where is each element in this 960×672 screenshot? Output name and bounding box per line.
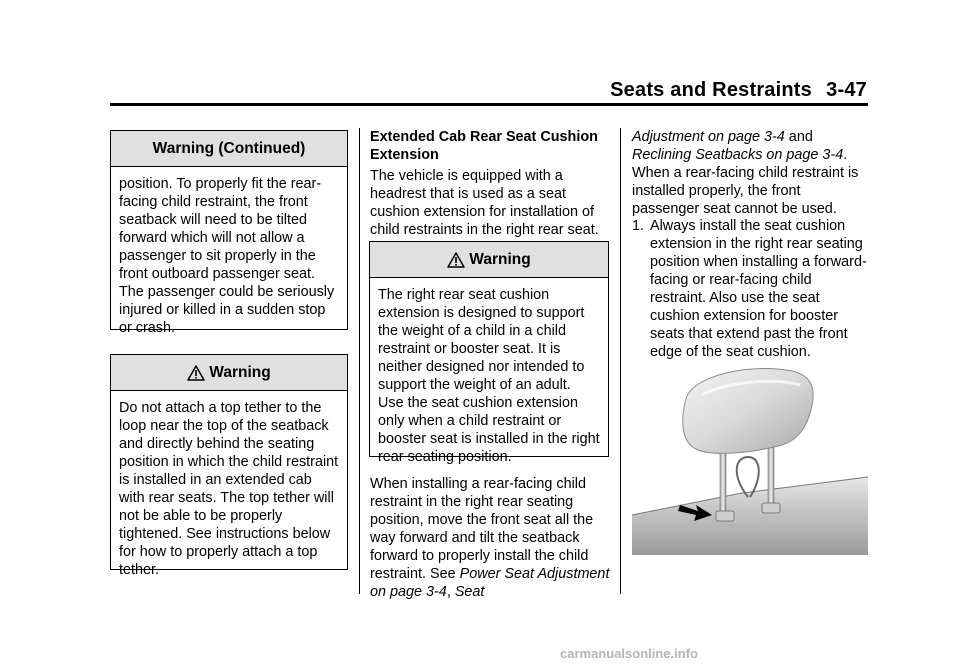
- headrest-illustration-svg: [632, 365, 868, 555]
- installation-text: When installing a rear-facing child restraint in the right rear seating position, move the front seat all the way forward and tilt the seatback forward to properly install the child restraint. See: [370, 476, 594, 582]
- warning-continued-box: [110, 130, 348, 336]
- page-number: 3-47: [826, 79, 867, 101]
- warning-cushion-body: The right rear seat cushion extension is designed to support the weight of a child in a child restraint or booster seat. It is neither designed nor intended to support the weight of an adult. Use the seat cushion extension only when a child restraint or booster seat is installed in the right rear seating position.: [378, 287, 600, 465]
- warning-top-tether-box: [110, 354, 348, 578]
- warning-top-tether-header: [111, 355, 347, 391]
- list-item-number: 1.: [632, 218, 645, 234]
- reference-separator: ,: [446, 584, 455, 600]
- warning-continued-title: Warning (Continued): [111, 131, 347, 167]
- warning-continued-body: position. To properly fit the rear-facing child restraint, the front seatback will need to be tilted forward which will not allow a passenger to sit properly in the front outboard passenger seat. The passenger could be seriously injured or killed in a sudden stop or crash.: [119, 176, 335, 336]
- warning-top-tether-title: Warning: [209, 363, 271, 381]
- installation-paragraph: [370, 475, 610, 601]
- list-item-text: Always install the seat cushion extension in the right rear seating position when installing a forward-facing or rear-facing child restraint. Also use the seat cushion extension for booster seats that extend past the front edge of the seat cushion.: [650, 218, 867, 360]
- header-section-title: Seats and Restraints: [610, 79, 812, 101]
- section-heading: Extended Cab Rear Seat Cushion Extension: [370, 129, 598, 163]
- link-power-seat-adjustment[interactable]: Power Seat Adjustment on page 3-4: [370, 566, 610, 600]
- warning-top-tether-body: Do not attach a top tether to the loop near the top of the seatback and directly behind the seating position in which the child restraint is installed in an extended cab with rear seats. The top tether will not be able to be properly tightened. See instructions below for how to properly attach a top tether.: [119, 400, 339, 578]
- and-text: and: [784, 129, 813, 145]
- header-rule: [110, 103, 868, 106]
- link-seat-adjustment[interactable]: Adjustment on page 3-4: [632, 129, 785, 145]
- warning-triangle-icon: [447, 252, 465, 268]
- guide-socket-left: [716, 511, 734, 521]
- warning-cushion-box: [369, 241, 609, 465]
- continued-paragraph: [632, 128, 870, 218]
- warning-cushion-title: Warning: [469, 250, 531, 268]
- link-reclining-seatbacks[interactable]: Reclining Seatbacks on page 3-4: [632, 147, 844, 163]
- continued-paragraph-rest: When a rear-facing child restraint is installed properly, the front passenger seat cannot be used.: [632, 165, 859, 217]
- list-item-1: [632, 217, 872, 360]
- intro-paragraph: The vehicle is equipped with a headrest that is used as a seat cushion extension for installation of child restraints in the right rear seat.: [370, 168, 599, 238]
- warning-cushion-header: [370, 242, 608, 278]
- column-divider-right: [620, 128, 621, 594]
- column-divider-left: [359, 128, 360, 594]
- warning-triangle-icon: [187, 365, 205, 381]
- guide-socket-right: [762, 503, 780, 513]
- period-text: .: [843, 147, 848, 163]
- link-seat-adjustment-start[interactable]: Seat: [454, 584, 485, 600]
- watermark: carmanualsonline.info: [560, 646, 698, 661]
- headrest-illustration: [632, 365, 868, 555]
